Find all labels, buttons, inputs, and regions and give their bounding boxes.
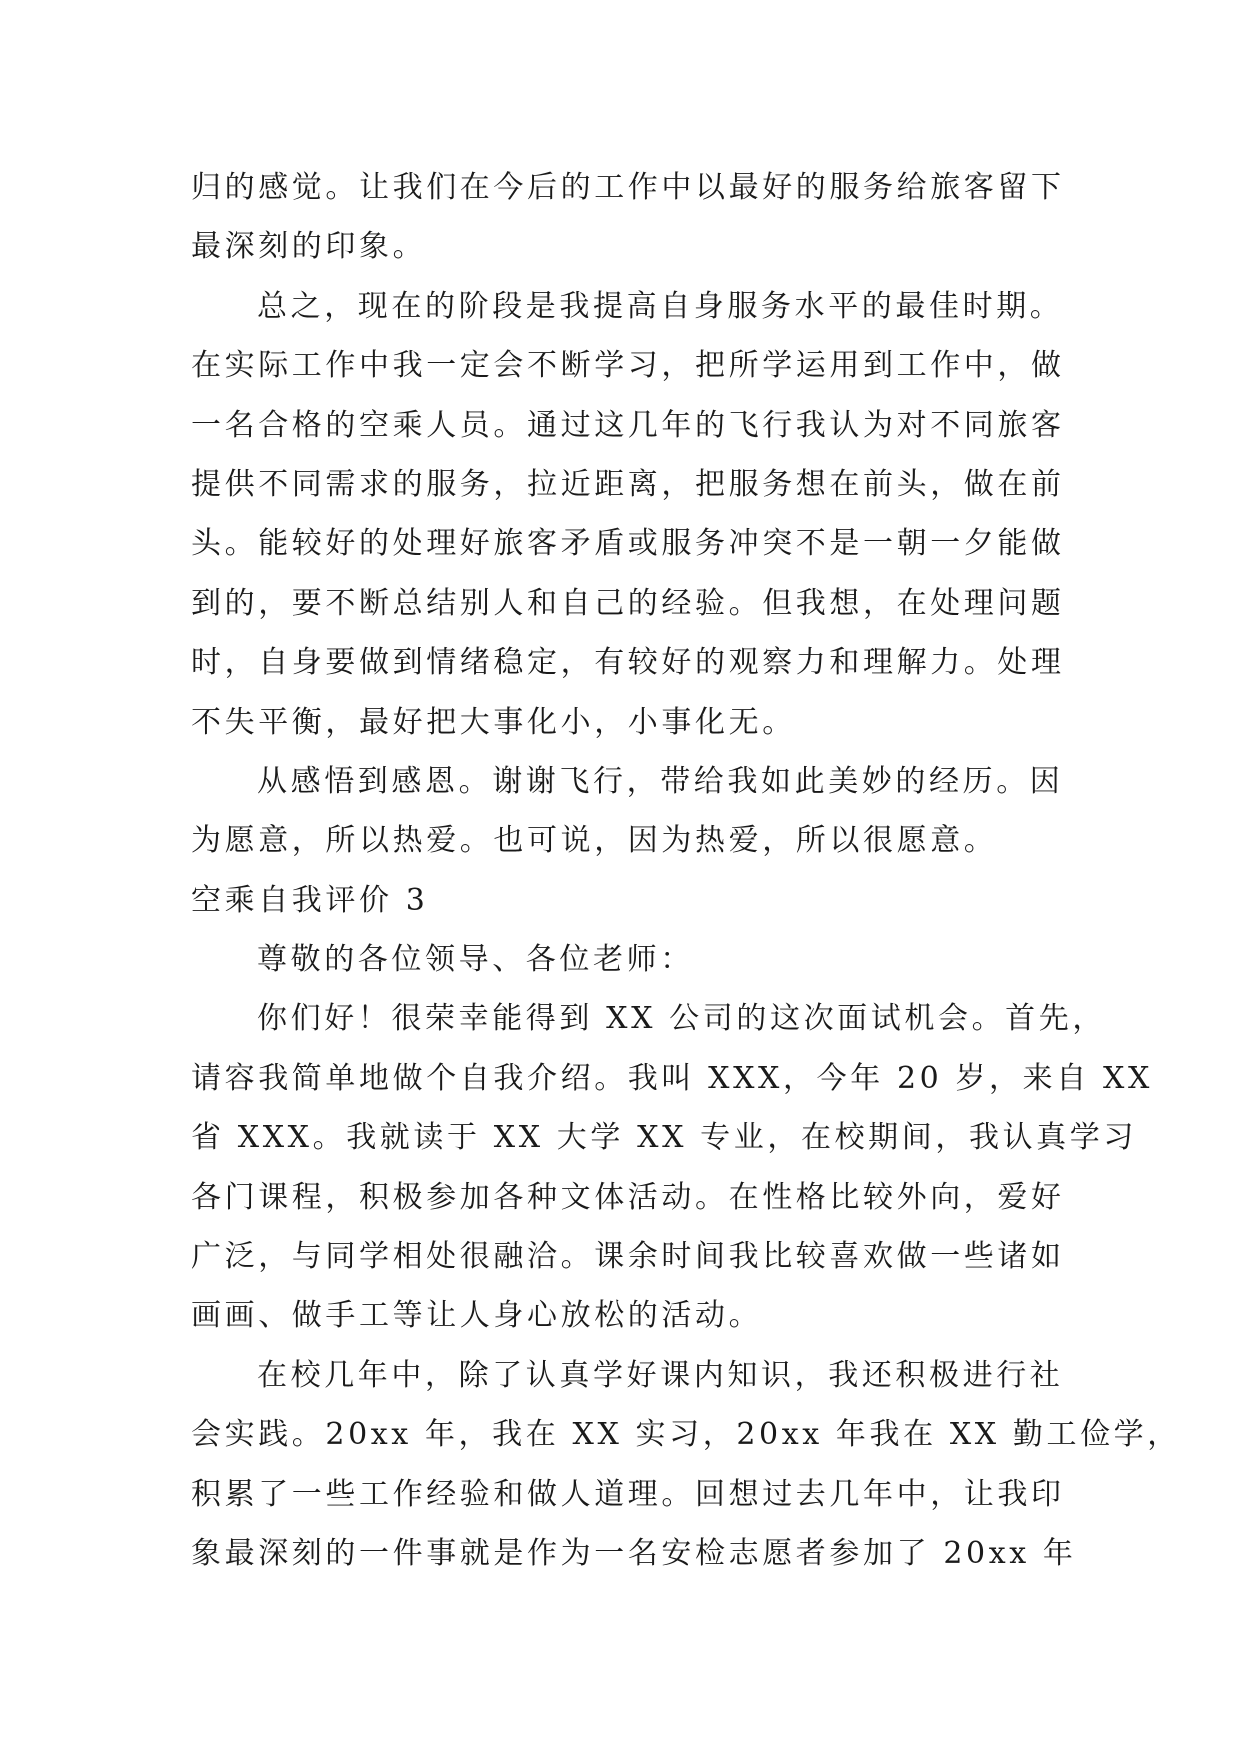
text-line: 归的感觉。让我们在今后的工作中以最好的服务给旅客留下 — [191, 170, 1065, 205]
text-line: 积累了一些工作经验和做人道理。回想过去几年中，让我印 — [191, 1476, 1065, 1512]
text-line: 你们好！很荣幸能得到 XX 公司的这次面试机会。首先， — [257, 1001, 1106, 1037]
paragraph — [191, 277, 1071, 752]
paragraph — [191, 158, 1071, 277]
text-line: 一名合格的空乘人员。通过这几年的飞行我认为对不同旅客 — [191, 407, 1065, 443]
paragraph — [191, 989, 1153, 1345]
text-line: 最深刻的印象。 — [191, 229, 427, 265]
text-line: 会实践。20xx 年，我在 XX 实习，20xx 年我在 XX 勤工俭学， — [191, 1417, 1181, 1453]
text-line: 到的，要不断总结别人和自己的经验。但我想，在处理问题 — [191, 585, 1065, 621]
text-line: 从感悟到感恩。谢谢飞行，带给我如此美妙的经历。因 — [257, 763, 1064, 799]
text-line: 提供不同需求的服务，拉近距离，把服务想在前头，做在前 — [191, 466, 1065, 502]
text-line: 请容我简单地做个自我介绍。我叫 XXX，今年 20 岁，来自 XX — [191, 1060, 1153, 1096]
paragraph — [191, 752, 1071, 871]
text-line: 在实际工作中我一定会不断学习，把所学运用到工作中，做 — [191, 348, 1065, 384]
text-line: 不失平衡，最好把大事化小，小事化无。 — [191, 704, 796, 740]
section-title: 空乘自我评价 3 — [191, 882, 429, 918]
text-line: 广泛，与同学相处很融洽。课余时间我比较喜欢做一些诸如 — [191, 1239, 1065, 1275]
text-line: 省 XXX。我就读于 XX 大学 XX 专业，在校期间，我认真学习 — [191, 1120, 1137, 1156]
salutation: 尊敬的各位领导、各位老师： — [257, 942, 694, 978]
text-line: 各门课程，积极参加各种文体活动。在性格比较外向，爱好 — [191, 1179, 1065, 1215]
document-page — [191, 158, 1181, 1583]
paragraph — [191, 1346, 1181, 1584]
text-line: 为愿意，所以热爱。也可说，因为热爱，所以很愿意。 — [191, 823, 998, 859]
text-line: 在校几年中，除了认真学好课内知识，我还积极进行社 — [257, 1357, 1064, 1393]
text-line: 总之，现在的阶段是我提高自身服务水平的最佳时期。 — [257, 288, 1064, 324]
text-line: 时，自身要做到情绪稳定，有较好的观察力和理解力。处理 — [191, 645, 1065, 681]
text-line: 象最深刻的一件事就是作为一名安检志愿者参加了 20xx 年 — [191, 1535, 1077, 1571]
text-line: 头。能较好的处理好旅客矛盾或服务冲突不是一朝一夕能做 — [191, 526, 1065, 562]
text-line: 画画、做手工等让人身心放松的活动。 — [191, 1298, 763, 1334]
